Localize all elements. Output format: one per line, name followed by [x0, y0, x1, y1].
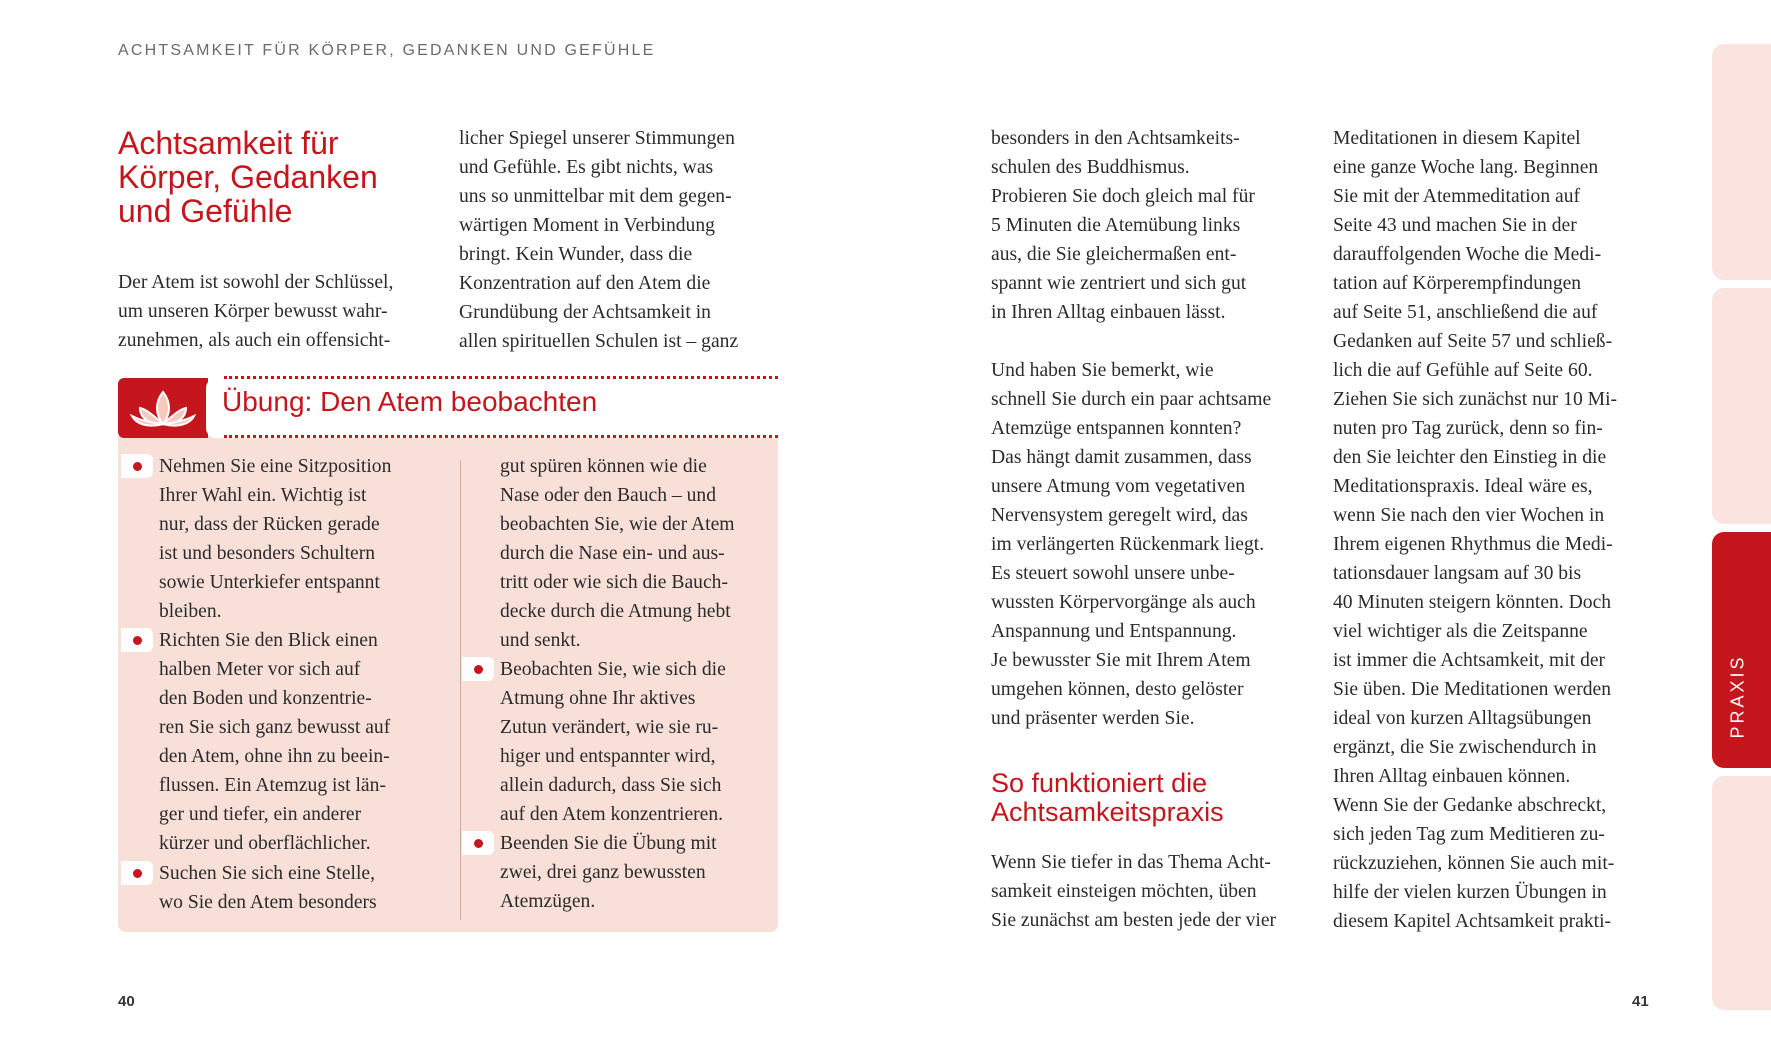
- side-tab-praxis-label: PRAXIS: [1727, 653, 1748, 739]
- exercise-item: [159, 859, 409, 917]
- exercise-item: [500, 829, 770, 916]
- bullet-icon: [462, 831, 494, 855]
- right-column-paragraph-1: besonders in den Achtsamkeits- schulen des Buddhismus. Probieren Sie doch gleich mal für 5 Minuten die Atemübung links aus, die Sie gleichermaßen ent- spannt wie zentriert und sich gut in Ihren Alltag einbauen lässt.: [991, 128, 1255, 323]
- bullet-icon: [462, 657, 494, 681]
- lotus-badge: [118, 378, 208, 438]
- exercise-item-text: Nehmen Sie eine Sitzposition Ihrer Wahl ein. Wichtig ist nur, dass der Rücken gerade ist und besonders Schultern sowie Unterkiefer entspannt bleiben.: [159, 456, 392, 622]
- exercise-item: [159, 452, 409, 626]
- section-subheading: So funktioniert die Achtsamkeitspraxis: [991, 768, 1224, 827]
- dotted-rule-bottom: [224, 435, 778, 438]
- lotus-icon: [118, 378, 208, 438]
- running-head: ACHTSAMKEIT FÜR KÖRPER, GEDANKEN UND GEFÜHLE: [118, 42, 656, 59]
- exercise-item: [500, 655, 770, 829]
- bullet-icon: [121, 454, 153, 478]
- exercise-item: [159, 626, 419, 858]
- exercise-item-text: gut spüren können wie die Nase oder den Bauch – und beobachten Sie, wie der Atem durch die Nase ein- und aus- tritt oder wie sich die Bauch- decke durch die Atmung hebt und senkt.: [500, 456, 735, 651]
- side-tab[interactable]: [1712, 288, 1771, 524]
- page-number-right: 41: [1632, 993, 1649, 1010]
- exercise-item-continued: [500, 452, 770, 655]
- exercise-item-text: Richten Sie den Blick einen halben Meter vor sich auf den Boden und konzentrie- ren Sie sich ganz bewusst auf den Atem, ohne ihn zu beein- flussen. Ein Atemzug ist län- ger und tiefer, ein anderer kürzer und oberflächlicher.: [159, 630, 391, 854]
- bullet-icon: [121, 628, 153, 652]
- bullet-icon: [121, 861, 153, 885]
- exercise-item-text: Beobachten Sie, wie sich die Atmung ohne Ihr aktives Zutun verändert, wie sie ru- higer und entspannter wird, allein dadurch, dass Sie sich auf den Atem konzentrieren.: [500, 659, 726, 825]
- side-tab-praxis-label-wrap: [1712, 596, 1764, 796]
- left-column-paragraph: Der Atem ist sowohl der Schlüssel, um unseren Körper bewusst wahr- zunehmen, als auch ein offensicht-: [118, 272, 394, 351]
- side-tab[interactable]: [1712, 44, 1771, 280]
- exercise-item-text: Suchen Sie sich eine Stelle, wo Sie den Atem besonders: [159, 863, 377, 913]
- dotted-rule-top: [224, 376, 778, 379]
- right-column-paragraph-3: Wenn Sie tiefer in das Thema Acht- samkeit einsteigen möchten, üben Sie zunächst am besten jede der vier: [991, 852, 1277, 931]
- middle-column-paragraph: licher Spiegel unserer Stimmungen und Gefühle. Es gibt nichts, was uns so unmittelbar mit dem gegen- wärtigen Moment in Verbindung bringt. Kein Wunder, dass die Konzentration auf den Atem die Grundübung der Achtsamkeit in allen spirituellen Schulen ist – ganz: [459, 128, 739, 352]
- exercise-item-text: Beenden Sie die Übung mit zwei, drei ganz bewussten Atemzügen.: [500, 833, 717, 912]
- side-tab[interactable]: [1712, 776, 1771, 1010]
- exercise-title: Übung: Den Atem beobachten: [222, 386, 598, 417]
- right-column-paragraph-2: Und haben Sie bemerkt, wie schnell Sie durch ein paar achtsame Atemzüge entspannen konnten? Das hängt damit zusammen, dass unsere Atmung vom vegetativen Nervensystem geregelt wird, das im verlängerten Rückenmark liegt. Es steuert sowohl unsere unbe- wussten Körpervorgänge als auch Anspannung und Entspannung. Je bewusster Sie mit Ihrem Atem umgehen können, desto gelöster und präsenter werden Sie.: [991, 360, 1272, 729]
- column-divider: [460, 460, 461, 920]
- chapter-heading: Achtsamkeit für Körper, Gedanken und Gefühle: [118, 125, 378, 229]
- far-right-column-paragraph: Meditationen in diesem Kapitel eine ganze Woche lang. Beginnen Sie mit der Atemmeditation auf Seite 43 und machen Sie in der darauffolgenden Woche die Medi- tation auf Körperempfindungen auf Seite 51, anschließend die auf Gedanken auf Seite 57 und schließ- lich die auf Gefühle auf Seite 60. Ziehen Sie sich zunächst nur 10 Mi- nuten pro Tag zurück, denn so fin- den Sie leichter den Einstieg in die Meditationspraxis. Ideal wäre es, wenn Sie nach den vier Wochen in Ihrem eigenen Rhythmus die Medi- tationsdauer langsam auf 30 bis 40 Minuten steigern könnten. Doch viel wichtiger als die Zeitspanne ist immer die Achtsamkeit, mit der Sie üben. Die Meditationen werden ideal von kurzen Alltagsübungen ergänzt, die Sie zwischendurch in Ihren Alltag einbauen können. Wenn Sie der Gedanke abschreckt, sich jeden Tag zum Meditieren zu- rückzuziehen, können Sie auch mit- hilfe der vielen kurzen Übungen in diesem Kapitel Achtsamkeit prakti-: [1333, 128, 1618, 932]
- page-number-left: 40: [118, 993, 135, 1010]
